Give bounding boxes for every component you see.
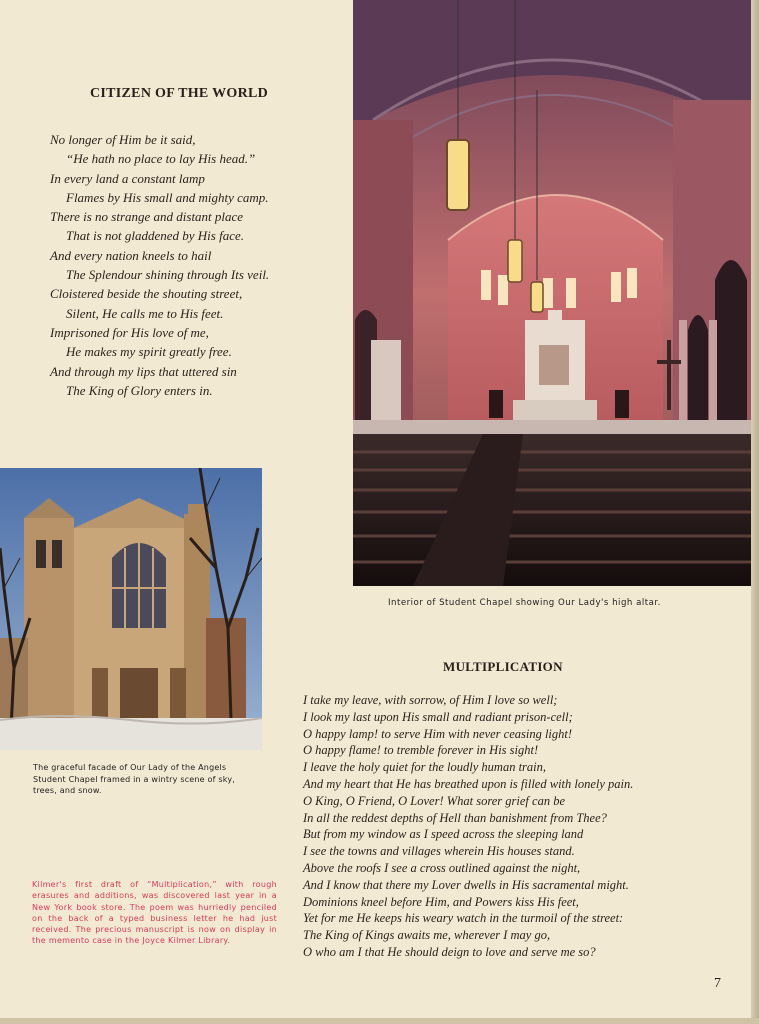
poem-line: Yet for me He keeps his weary watch in the turmoil of the street: xyxy=(303,911,624,926)
poem-line: And every nation kneels to hail xyxy=(50,247,212,263)
poem-line: But from my window as I speed across the sleeping land xyxy=(303,827,584,842)
poem-citizen-of-the-world xyxy=(50,130,340,400)
poem-line: The King of Kings awaits me, wherever I may go, xyxy=(303,928,551,943)
poem-multiplication xyxy=(303,692,743,961)
poem-line: In all the reddest depths of Hell than banishment from Thee? xyxy=(303,810,607,825)
poem-line: O King, O Friend, O Lover! What sorer grief can be xyxy=(303,793,566,808)
poem-title-multiplication: MULTIPLICATION xyxy=(443,659,563,674)
caption-facade-photo: The graceful facade of Our Lady of the Angels Student Chapel framed in a wintry scene of sky, trees, and snow. xyxy=(33,763,235,795)
poem-line: And I know that there my Lover dwells in His sacramental might. xyxy=(303,877,629,892)
poem-line: And through my lips that uttered sin xyxy=(50,363,237,379)
poem-line: O happy flame! to tremble forever in His sight! xyxy=(303,743,539,758)
poem-line: The King of Glory enters in. xyxy=(66,382,213,398)
poem-line: Flames by His small and mighty camp. xyxy=(66,189,269,205)
poem-line: Above the roofs I see a cross outlined against the night, xyxy=(303,860,581,875)
poem-line: Cloistered beside the shouting street, xyxy=(50,286,243,302)
manuscript-note: Kilmer's first draft of “Multiplication,” with rough erasures and additions, was discovered last year in a New York book store. The poem was hurriedly penciled on the back of a typed business letter he had just received. The precious manuscript is now on display in the memento case in the Joyce Kilmer Library. xyxy=(32,880,277,946)
poem-line: Silent, He calls me to His feet. xyxy=(66,305,224,321)
chapel-interior-photo xyxy=(353,0,751,586)
poem-line: I leave the holy quiet for the loudly human train, xyxy=(303,760,547,775)
page-edge xyxy=(0,1018,759,1024)
poem-line: There is no strange and distant place xyxy=(50,209,244,225)
poem-line: O who am I that He should deign to love and serve me so? xyxy=(303,944,596,959)
poem-line: I look my last upon His small and radiant prison-cell; xyxy=(303,709,573,724)
chapel-facade-illustration xyxy=(0,468,262,750)
poem-line: He makes my spirit greatly free. xyxy=(66,344,232,360)
chapel-facade-photo xyxy=(0,468,262,750)
poem-line: Imprisoned for His love of me, xyxy=(50,324,209,340)
poem-line: The Splendour shining through Its veil. xyxy=(66,267,270,283)
poem-line: And my heart that He has breathed upon is filled with lonely pain. xyxy=(303,776,634,791)
caption-interior-photo: Interior of Student Chapel showing Our Lady's high altar. xyxy=(388,598,661,608)
page-edge xyxy=(751,0,759,1024)
poem-line: Dominions kneel before Him, and Powers kiss His feet, xyxy=(303,894,579,909)
chapel-interior-illustration xyxy=(353,0,751,586)
page-number: 7 xyxy=(714,976,721,991)
poem-line: I take my leave, with sorrow, of Him I love so well; xyxy=(303,693,558,707)
poem-line: In every land a constant lamp xyxy=(50,170,205,186)
poem-line: I see the towns and villages wherein His houses stand. xyxy=(303,844,575,859)
poem-line: No longer of Him be it said, xyxy=(50,132,196,147)
poem-title-citizen: CITIZEN OF THE WORLD xyxy=(90,86,269,101)
poem-line: That is not gladdened by His face. xyxy=(66,228,245,244)
poem-line: O happy lamp! to serve Him with never ceasing light! xyxy=(303,726,573,741)
poem-line: “He hath no place to lay His head.” xyxy=(66,151,256,167)
